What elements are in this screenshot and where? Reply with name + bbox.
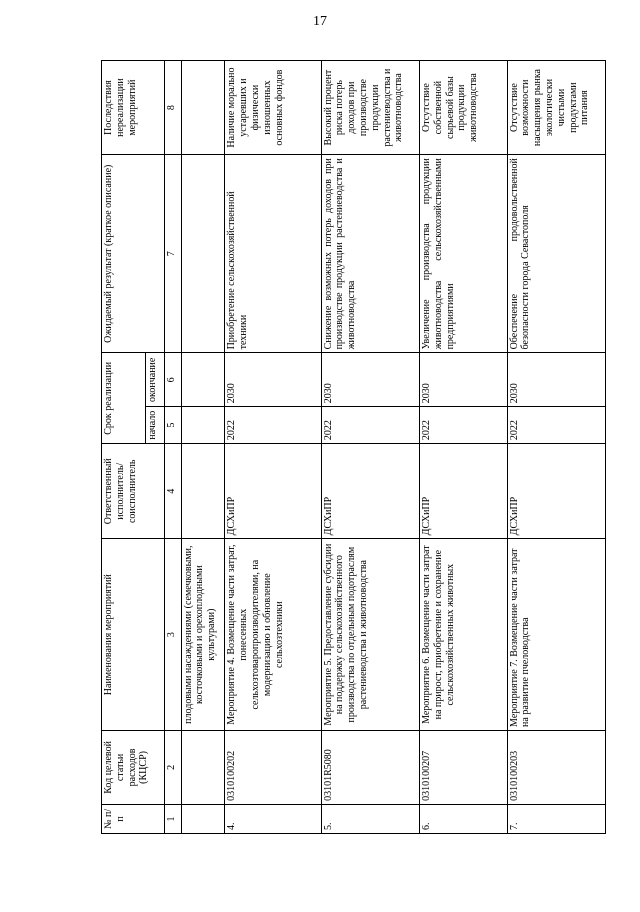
cell-consequences: Отсутствие собственной сырьевой базы продукции животноводства: [420, 61, 508, 155]
header-term: Срок реализации: [102, 353, 146, 444]
cell-end: 2030: [507, 353, 605, 407]
cell-start: 2022: [225, 407, 321, 444]
cell-num: 5.: [321, 804, 419, 833]
cell-result: Увеличение производства продукции животноводства сельскохозяйственными предприятиями: [420, 155, 508, 353]
cell-result: Снижение возможных потерь доходов при производстве продукции растениеводства и животноводства: [321, 155, 419, 353]
header-executor: Ответственный исполнитель/ соисполнитель: [102, 444, 165, 539]
cell-name: Мероприятие 4. Возмещение части затрат, понесенных сельхозтоваропроизводителями, на модернизацию и обновление сельхозтехники: [225, 539, 321, 731]
column-number: 7: [165, 155, 181, 353]
cell-executor: ДСХиПР: [321, 444, 419, 539]
cell-consequences: Отсутствие возможности насыщения рынка экологически чистыми продуктами питания: [507, 61, 605, 155]
cell-start: 2022: [321, 407, 419, 444]
cell-result: Обеспечение продовольственной безопасности города Севастополя: [507, 155, 605, 353]
cell-executor: ДСХиПР: [507, 444, 605, 539]
cell-result: Приобретение сельскохозяйственной техники: [225, 155, 321, 353]
cell-executor: [181, 444, 225, 539]
table-row: [321, 61, 419, 834]
cell-end: 2030: [420, 353, 508, 407]
header-end: окончание: [145, 353, 165, 407]
column-number: 4: [165, 444, 181, 539]
cell-code: 0310100202: [225, 730, 321, 804]
column-number: 6: [165, 353, 181, 407]
page-number: 17: [313, 14, 327, 29]
cell-executor: ДСХиПР: [420, 444, 508, 539]
cell-name: плодовыми насаждениями (семечковыми, косточковыми и орехоплодными культурами): [181, 539, 225, 731]
cell-num: 4.: [225, 804, 321, 833]
cell-start: 2022: [420, 407, 508, 444]
cell-consequences: Наличие морально устаревших и физически изношенных основных фондов: [225, 61, 321, 155]
cell-code: 0310100207: [420, 730, 508, 804]
table-row: [420, 61, 508, 834]
cell-start: [181, 407, 225, 444]
cell-start: 2022: [507, 407, 605, 444]
cell-name: Мероприятие 7. Возмещение части затрат на развитие пчеловодства: [507, 539, 605, 731]
cell-consequences: Высокий процент риска потерь доходов при производстве продукции растениеводства и животноводства: [321, 61, 419, 155]
column-number: 8: [165, 61, 181, 155]
cell-executor: ДСХиПР: [225, 444, 321, 539]
cell-end: 2030: [225, 353, 321, 407]
header-result: Ожидаемый результат (краткое описание): [102, 155, 165, 353]
cell-name: Мероприятие 6. Возмещение части затрат на прирост, приобретение и сохранение сельскохозяйственных животных: [420, 539, 508, 731]
cell-end: 2030: [321, 353, 419, 407]
cell-num: [181, 804, 225, 833]
table-row: [507, 61, 605, 834]
header-name: Наименования мероприятий: [102, 539, 165, 731]
column-number: 2: [165, 730, 181, 804]
cell-consequences: [181, 61, 225, 155]
column-number: 1: [165, 804, 181, 833]
header-code: Код целевой статьи расходов (КЦСР): [102, 730, 165, 804]
column-number: 3: [165, 539, 181, 731]
measures-table: [101, 60, 606, 834]
cell-result: [181, 155, 225, 353]
table-row: [225, 61, 321, 834]
cell-code: 0310100203: [507, 730, 605, 804]
rotated-table-container: [101, 60, 606, 834]
column-number: 5: [165, 407, 181, 444]
header-consequences: Последствия нереализации мероприятий: [102, 61, 165, 155]
cell-end: [181, 353, 225, 407]
cell-num: 6.: [420, 804, 508, 833]
table-row-continuation: [181, 61, 225, 834]
cell-name: Мероприятие 5. Предоставление субсидии на поддержку сельскохозяйственного производства по отдельным подотраслям растениеводства и животноводства: [321, 539, 419, 731]
cell-code: [181, 730, 225, 804]
header-start: начало: [145, 407, 165, 444]
header-num: № п/п: [102, 804, 165, 833]
cell-code: 03101R5080: [321, 730, 419, 804]
cell-num: 7.: [507, 804, 605, 833]
